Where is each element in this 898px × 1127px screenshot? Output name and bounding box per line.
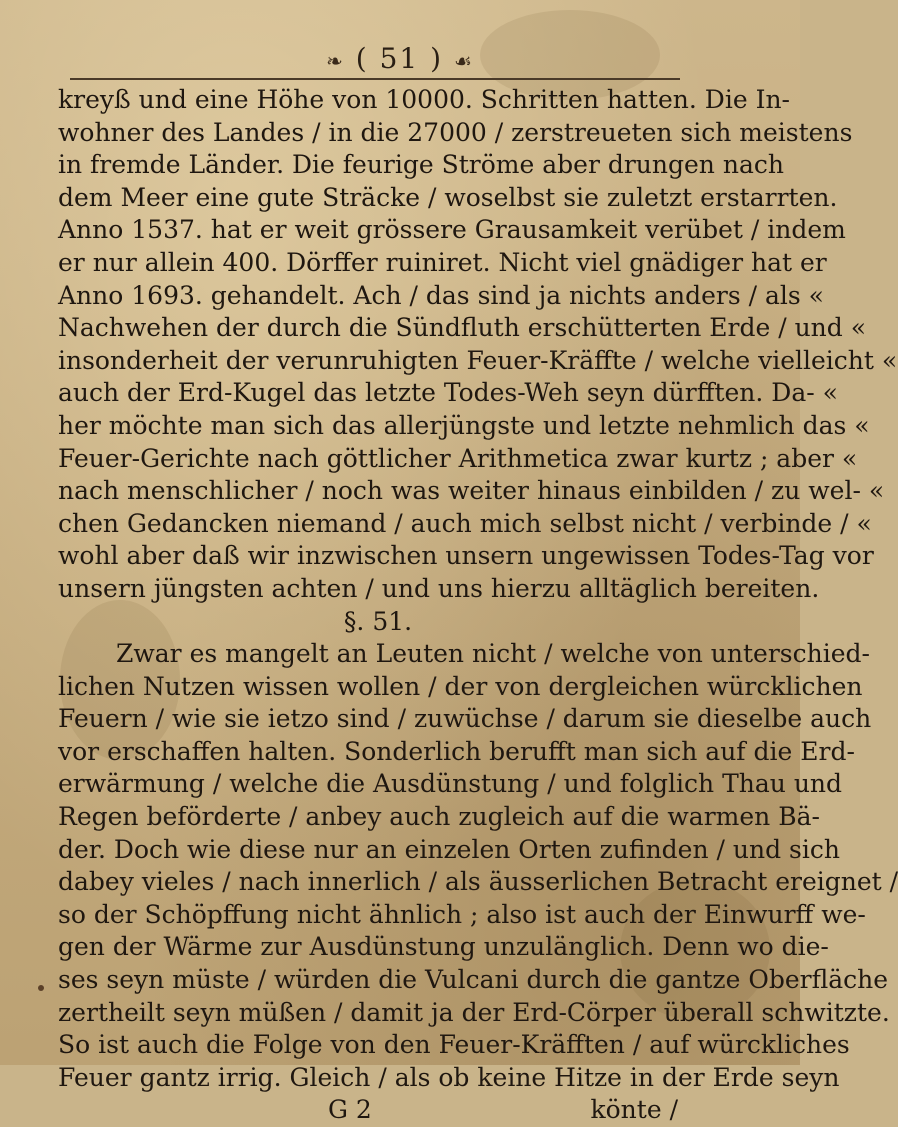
paragraph-2 xyxy=(58,638,898,1094)
text-line: kreyß und eine Höhe von 10000. Schritten hatten. Die In- xyxy=(58,85,790,114)
text-line: der. Doch wie diese nur an einzelen Orten zufinden / und sich xyxy=(58,834,840,864)
text-line: vor erschaffen halten. Sonderlich berufft man sich auf die Erd- xyxy=(58,736,855,766)
text-line: her möchte man sich das allerjüngste und letzte nehmlich das « xyxy=(58,410,870,440)
text-line: in fremde Länder. Die feurige Ströme aber drungen nach xyxy=(58,150,784,180)
paragraph-1 xyxy=(58,84,898,606)
text-line: lichen Nutzen wissen wollen / der von dergleichen würcklichen xyxy=(58,671,863,701)
text-line: nach menschlicher / noch was weiter hinaus einbilden / zu wel- « xyxy=(58,476,885,506)
body-text xyxy=(58,84,898,1127)
text-line: erwärmung / welche die Ausdünstung / und folglich Thau und xyxy=(58,769,843,799)
text-line: auch der Erd-Kugel das letzte Todes-Weh seyn dürfften. Da- « xyxy=(58,378,838,408)
text-line: dem Meer eine gute Sträcke / woselbst sie zuletzt erstarrten. xyxy=(58,182,838,212)
text-line: ses seyn müste / würden die Vulcani durch die gantze Oberfläche xyxy=(58,965,889,995)
page-footer xyxy=(58,1094,698,1127)
text-line: Feuern / wie sie ietzo sind / zuwüchse / darum sie dieselbe auch xyxy=(58,704,872,734)
catchword: könte / xyxy=(590,1095,678,1125)
text-line: Anno 1537. hat er weit grössere Grausamkeit verübet / indem xyxy=(58,215,846,245)
ornament-right-icon: ☙ xyxy=(453,49,474,73)
text-line: Nachwehen der durch die Sündfluth erschütterten Erde / und « xyxy=(58,313,867,343)
text-line: dabey vieles / nach innerlich / als äusserlichen Betracht ereignet / xyxy=(58,867,898,897)
page-number: ( 51 ) xyxy=(355,42,444,75)
page-header xyxy=(0,42,800,75)
text-line: Regen beförderte / anbey auch zugleich auf die warmen Bä- xyxy=(58,802,820,832)
pinhole-mark xyxy=(38,985,44,991)
ornament-left-icon: ❧ xyxy=(326,49,345,73)
text-line: so der Schöpffung nicht ähnlich ; also ist auch der Einwurff we- xyxy=(58,899,866,929)
text-line: Feuer gantz irrig. Gleich / als ob keine Hitze in der Erde seyn xyxy=(58,1062,840,1092)
text-line: Anno 1693. gehandelt. Ach / das sind ja nichts anders / als « xyxy=(58,280,824,310)
text-line: er nur allein 400. Dörffer ruiniret. Nicht viel gnädiger hat er xyxy=(58,247,827,277)
text-line: Zwar es mangelt an Leuten nicht / welche von unterschied- xyxy=(116,639,870,669)
text-line: wohner des Landes / in die 27000 / zerstreueten sich meistens xyxy=(58,117,853,147)
text-line: unsern jüngsten achten / und uns hierzu alltäglich bereiten. xyxy=(58,573,820,603)
signature-mark: G 2 xyxy=(328,1095,372,1125)
text-line: gen der Wärme zur Ausdünstung unzulänglich. Denn wo die- xyxy=(58,932,829,962)
section-heading: §. 51. xyxy=(343,606,413,636)
text-line: insonderheit der verunruhigten Feuer-Kräffte / welche vielleicht « xyxy=(58,345,898,375)
text-line: wohl aber daß wir inzwischen unsern ungewissen Todes-Tag vor xyxy=(58,541,874,571)
text-line: So ist auch die Folge von den Feuer-Kräfften / auf würckliches xyxy=(58,1030,850,1060)
header-rule xyxy=(70,78,680,80)
text-line: chen Gedancken niemand / auch mich selbst nicht / verbinde / « xyxy=(58,508,872,538)
text-line: zertheilt seyn müßen / damit ja der Erd-Cörper überall schwitzte. xyxy=(58,997,890,1027)
text-line: Feuer-Gerichte nach göttlicher Arithmetica zwar kurtz ; aber « xyxy=(58,443,858,473)
